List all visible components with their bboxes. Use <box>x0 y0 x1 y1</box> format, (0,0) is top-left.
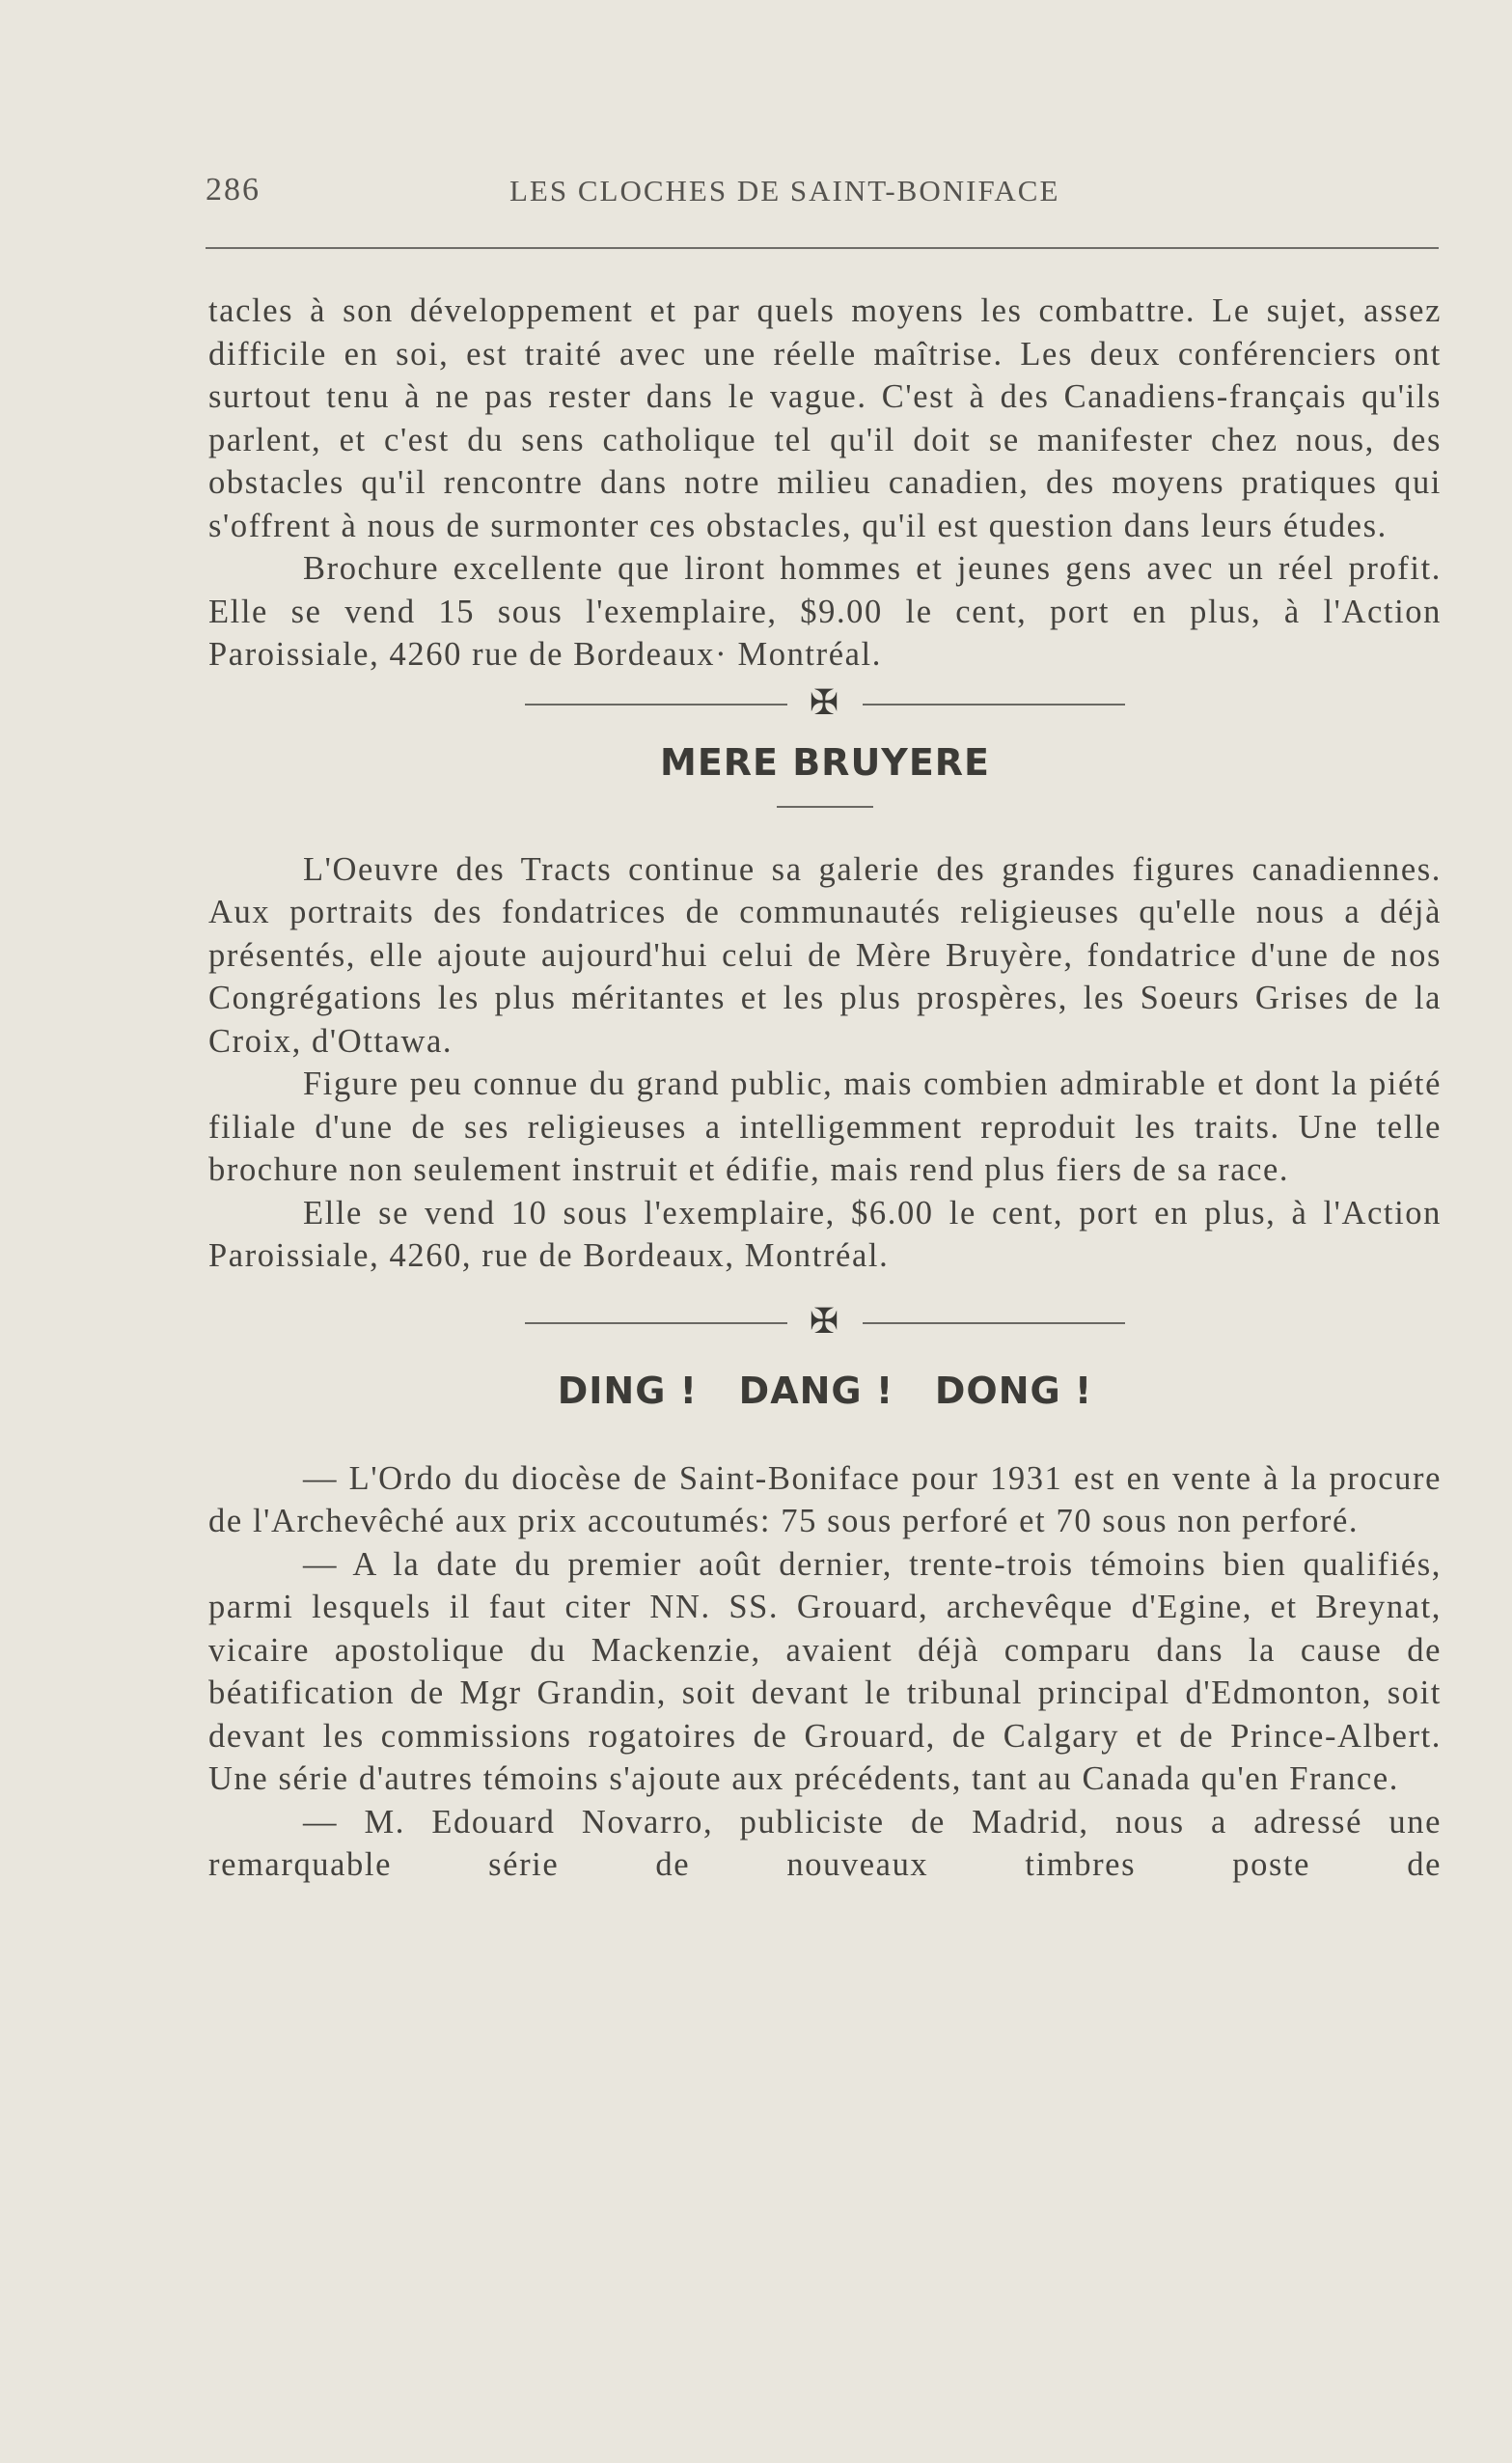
page-body <box>208 290 1442 1887</box>
maltese-cross-icon: ✠ <box>809 682 839 723</box>
separator-line-left <box>525 704 787 706</box>
maltese-cross-icon: ✠ <box>809 1301 839 1342</box>
page-number: 286 <box>206 172 261 208</box>
running-title: LES CLOCHES DE SAINT-BONIFACE <box>509 174 1060 208</box>
section-title-ding-dang-dong: DING ! DANG ! DONG ! <box>557 1369 1093 1412</box>
separator-line-right <box>863 1322 1125 1324</box>
header-rule <box>206 247 1439 249</box>
paragraph: Brochure excellente que liront hommes et jeunes gens avec un réel profit. Elle se vend 15 sous l'exemplaire, $9.00 le cent, port en plus, à l'Action Paroissiale, 4260 rue de Bordeaux· Montréal. <box>208 550 1442 673</box>
spacer <box>208 1415 1442 1457</box>
section-title-mere-bruyere: MERE BRUYERE <box>660 740 990 784</box>
paragraph: — L'Ordo du diocèse de Saint-Boniface pour 1931 est en vente à la procure de l'Archevêché aux prix accoutumés: 75 sous perforé et 70 sous non perforé. <box>208 1459 1442 1539</box>
title-underline <box>777 806 873 808</box>
paragraph: — M. Edouard Novarro, publiciste de Madrid, nous a adressé une remarquable série de nouveaux timbres poste de <box>208 1803 1442 1883</box>
paragraph: Figure peu connue du grand public, mais combien admirable et dont la piété filiale d'une de ses religieuses a intelligemment reproduit les traits. Une telle brochure non seulement instruit et édifie, mais rend plus fiers de sa race. <box>208 1065 1442 1188</box>
page-header <box>206 172 1439 220</box>
section-separator <box>208 682 1442 725</box>
paragraph: tacles à son développement et par quels moyens les combattre. Le sujet, assez difficile en soi, est traité avec une réelle maîtrise. Les deux conférenciers ont surtout tenu à ne pas rester dans le vague. C'est à des Canadiens-français qu'ils parlent, et c'est du sens catholique tel qu'il doit se manifester chez nous, des obstacles qu'il rencontre dans notre milieu canadien, des moyens pratiques qui s'offrent à nous de surmonter ces obstacles, qu'il est question dans leurs études. <box>208 292 1442 544</box>
paragraph: L'Oeuvre des Tracts continue sa galerie des grandes figures canadiennes. Aux portraits des fondatrices de communautés religieuses qu'elle nous a déjà présentés, elle ajoute aujourd'hui celui de Mère Bruyère, fondatrice d'une de nos Congrégations les plus méritantes et les plus prospères, les Soeurs Grises de la Croix, d'Ottawa. <box>208 850 1442 1060</box>
paragraph: Elle se vend 10 sous l'exemplaire, $6.00 le cent, port en plus, à l'Action Paroissiale, 4260, rue de Bordeaux, Montréal. <box>208 1194 1442 1274</box>
section-separator <box>208 1301 1442 1343</box>
paragraph: — A la date du premier août dernier, trente-trois témoins bien qualifiés, parmi lesquels il faut citer NN. SS. Grouard, archevêque d'Egine, et Breynat, vicaire apostolique du Mackenzie, avaient déjà comparu dans la cause de béatification de Mgr Grandin, soit devant le tribunal principal d'Edmonton, soit devant les commissions rogatoires de Grouard, de Calgary et de Prince-Albert. Une série d'autres témoins s'ajoute aux précédents, tant au Canada qu'en France. <box>208 1545 1442 1797</box>
separator-line-right <box>863 704 1125 706</box>
separator-line-left <box>525 1322 787 1324</box>
